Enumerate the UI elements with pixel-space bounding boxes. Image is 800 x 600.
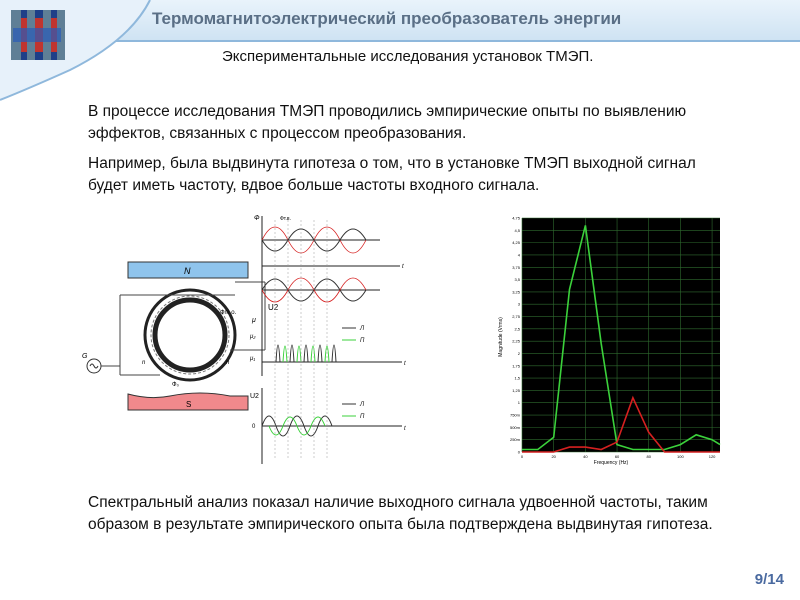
legend-l-label: Л bbox=[360, 326, 365, 332]
y-tick-label: 250m bbox=[509, 437, 520, 443]
header-title: Термомагнитоэлектрический преобразователь энергии bbox=[152, 9, 622, 28]
mu-label: μ bbox=[252, 317, 256, 324]
y-tick-label: 2 bbox=[517, 350, 520, 356]
x-axis-title: Frequency (Hz) bbox=[593, 460, 629, 466]
y-tick-label: 3,75 bbox=[512, 264, 520, 270]
y-tick-labels bbox=[510, 216, 521, 455]
mu1-label: μ₁ bbox=[250, 356, 256, 362]
y-tick-label: 1 bbox=[517, 400, 520, 406]
magnet-north-label: N bbox=[184, 266, 191, 276]
x-tick-label: 80 bbox=[646, 454, 651, 459]
magnet-south-label: S bbox=[186, 400, 192, 409]
slide-subtitle: Экспериментальные исследования установок ТМЭП. bbox=[222, 48, 594, 65]
y-tick-label: 2,25 bbox=[512, 338, 520, 344]
chart-plot-area bbox=[522, 218, 720, 452]
time-label-1: t bbox=[402, 264, 404, 270]
magnetic-ring-inner bbox=[155, 300, 225, 370]
permeability-waveform-panel bbox=[249, 314, 406, 376]
zero-label: 0 bbox=[252, 424, 256, 430]
time-label-3: t bbox=[404, 426, 406, 432]
x-tick-label: 60 bbox=[614, 454, 620, 459]
y-tick-label: 2,75 bbox=[512, 314, 520, 320]
y-tick-label: 0 bbox=[517, 449, 520, 455]
y-tick-label: 750m bbox=[509, 412, 520, 418]
legend-p-label: П bbox=[360, 338, 365, 344]
flux-main-label: Фm o. bbox=[220, 310, 237, 316]
output-voltage-waveform-panel bbox=[250, 388, 406, 464]
y-tick-label: 3,25 bbox=[512, 289, 520, 295]
y-tick-label: 4 bbox=[517, 252, 520, 258]
legend-l2-label: Л bbox=[360, 402, 365, 408]
y-tick-label: 4,25 bbox=[512, 240, 520, 246]
x-tick-label: 20 bbox=[551, 454, 556, 459]
x-tick-labels bbox=[521, 454, 716, 459]
y-tick-label: 3,5 bbox=[514, 277, 520, 283]
source-label: G bbox=[82, 353, 88, 360]
flux-path bbox=[151, 296, 229, 374]
x-tick-label: 120 bbox=[708, 454, 716, 459]
paragraph-research: В процессе исследования ТМЭП проводились эмпирические опыты по выявлению эффектов, связанных с процессом преобразования. bbox=[88, 103, 687, 142]
flux-bottom-label: Ф₀ bbox=[172, 382, 180, 388]
x-tick-label: 0 bbox=[520, 454, 524, 459]
time-label-2: t bbox=[404, 361, 406, 367]
y-tick-label: 4,5 bbox=[514, 227, 520, 233]
u2-label: U2 bbox=[268, 303, 279, 312]
header-bar bbox=[0, 0, 800, 42]
paragraph-hypothesis: Например, была выдвинута гипотеза о том, что в установке ТМЭП выходной сигнал будет иметь частоту, вдвое больше частоты входного сигнала. bbox=[88, 155, 696, 194]
u2-wave-label: U2 bbox=[250, 393, 259, 400]
y-tick-label: 1,75 bbox=[512, 363, 520, 369]
tmep-device-logo bbox=[5, 4, 69, 68]
legend-p2-label: П bbox=[360, 414, 365, 420]
y-tick-label: 1,25 bbox=[512, 387, 520, 393]
y-tick-label: 500m bbox=[509, 424, 520, 430]
y-axis-title: Magnitude (Vrms) bbox=[498, 317, 504, 357]
n-right-label: n bbox=[226, 360, 230, 366]
page-number: 9/14 bbox=[754, 571, 784, 588]
x-tick-label: 40 bbox=[583, 454, 588, 459]
paragraph-conclusion: Спектральный анализ показал наличие выходного сигнала удвоенной частоты, таким образом в результате эмпирического опыта была подтверждена выдвинутая гипотеза. bbox=[88, 494, 713, 533]
y-tick-label: 4,75 bbox=[512, 215, 520, 221]
magnetic-ring-outer bbox=[145, 290, 235, 380]
n-left-label: n bbox=[142, 360, 146, 366]
phi-axis-label: Ф bbox=[254, 215, 260, 222]
tmep-setup-diagram bbox=[80, 210, 410, 470]
y-tick-label: 2,5 bbox=[514, 326, 520, 332]
spectrum-chart bbox=[497, 212, 725, 466]
x-tick-label: 100 bbox=[677, 454, 684, 459]
phi-max-label: Фт.в. bbox=[280, 216, 291, 222]
y-tick-label: 1,5 bbox=[514, 375, 520, 381]
y-tick-label: 3 bbox=[517, 301, 520, 307]
mu2-label: μ₂ bbox=[250, 334, 256, 340]
